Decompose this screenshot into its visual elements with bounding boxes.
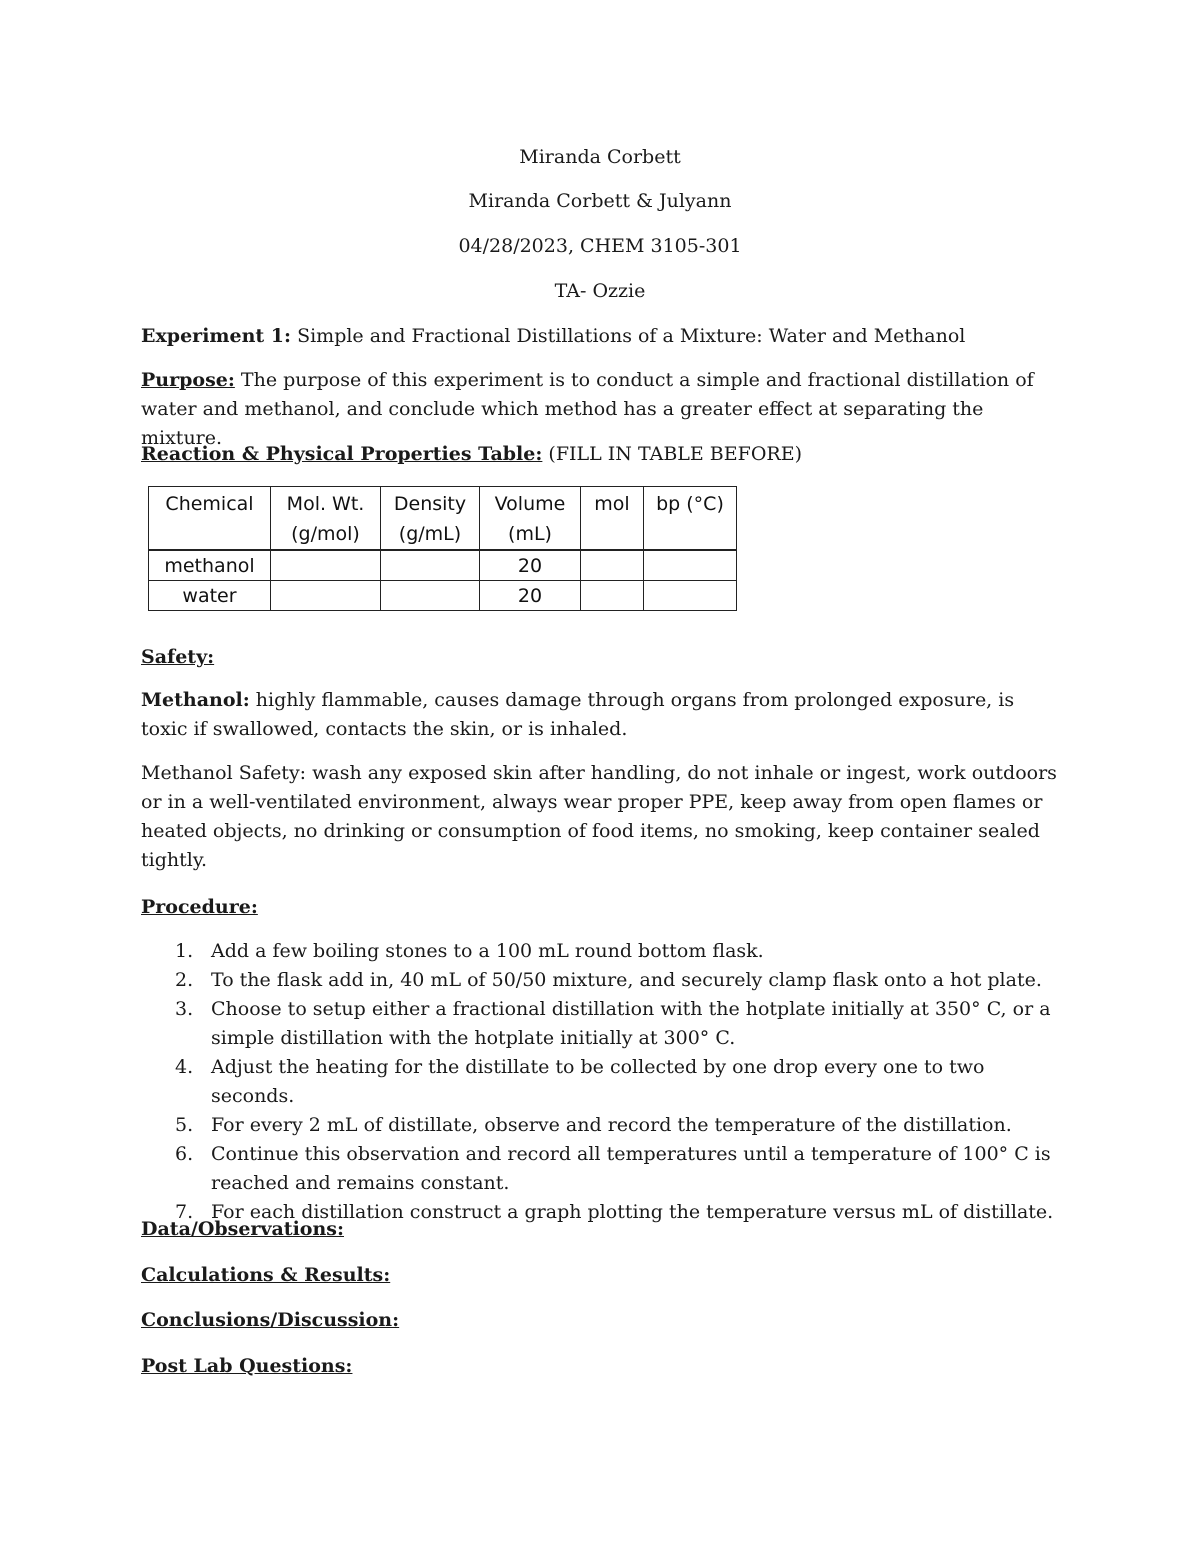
step-text: Choose to setup either a fractional distillation with the hotplate initially at 350° C, or a simple distillation with the hotplate initially at 300° C. (211, 998, 1051, 1049)
teaching-assistant: TA- Ozzie (554, 280, 646, 302)
calculations-heading: Calculations & Results: (141, 1264, 391, 1286)
safety-heading: Safety: (141, 646, 215, 668)
step-text: For every 2 mL of distillate, observe and record the temperature of the distillation. (211, 1114, 1012, 1136)
step-text: To the flask add in, 40 mL of 50/50 mixture, and securely clamp flask onto a hot plate. (211, 969, 1042, 991)
table-cell (581, 550, 644, 581)
table-cell: water (149, 581, 271, 611)
list-item: 4. Adjust the heating for the distillate to be collected by one drop every one to two seconds. (175, 1056, 985, 1107)
list-item: 7. For each distillation construct a graph plotting the temperature versus mL of distillate. (175, 1201, 1054, 1223)
purpose-text: The purpose of this experiment is to conduct a simple and fractional distillation of water and methanol, and conclude which method has a greater effect at separating the mixture. (141, 369, 1034, 449)
purpose-label: Purpose: (141, 369, 235, 391)
column-header: bp (°C) (644, 487, 737, 551)
list-item: 2. To the flask add in, 40 mL of 50/50 mixture, and securely clamp flask onto a hot plate. (175, 969, 1042, 991)
table-cell (381, 581, 480, 611)
methanol-label: Methanol: (141, 689, 250, 711)
table-header-row (149, 487, 737, 551)
properties-table (148, 486, 737, 611)
author-name: Miranda Corbett (519, 146, 681, 168)
step-text: For each distillation construct a graph plotting the temperature versus mL of distillate. (211, 1201, 1054, 1223)
column-header: Density (g/mL) (381, 487, 480, 551)
methanol-hazard-text: highly flammable, causes damage through organs from prolonged exposure, is toxic if swallowed, contacts the skin, or is inhaled. (141, 689, 1015, 740)
date-course: 04/28/2023, CHEM 3105-301 (458, 235, 742, 257)
properties-note: (FILL IN TABLE BEFORE) (542, 443, 802, 465)
methanol-hazards (141, 686, 1061, 744)
list-item: 6. Continue this observation and record all temperatures until a temperature of 100° C is reached and remains constant. (175, 1143, 1051, 1194)
table-cell (271, 581, 381, 611)
step-text: Add a few boiling stones to a 100 mL round bottom flask. (211, 940, 764, 962)
methanol-safety: Methanol Safety: wash any exposed skin after handling, do not inhale or ingest, work outdoors or in a well-ventilated environment, always wear proper PPE, keep away from open flames or heated objects, no drinking or consumption of food items, no smoking, keep container sealed tightly. (141, 762, 1057, 871)
list-item: 3. Choose to setup either a fractional distillation with the hotplate initially at 350° C, or a simple distillation with the hotplate initially at 300° C. (175, 998, 1051, 1049)
list-item: 5. For every 2 mL of distillate, observe and record the temperature of the distillation. (175, 1114, 1012, 1136)
step-text: Continue this observation and record all temperatures until a temperature of 100° C is reached and remains constant. (211, 1143, 1051, 1194)
table-cell (644, 550, 737, 581)
post-lab-heading: Post Lab Questions: (141, 1355, 353, 1377)
table-cell: 20 (480, 581, 581, 611)
conclusions-heading: Conclusions/Discussion: (141, 1309, 400, 1331)
data-observations-heading: Data/Observations: (141, 1218, 344, 1240)
experiment-text: Simple and Fractional Distillations of a Mixture: Water and Methanol (291, 325, 966, 347)
procedure-list (141, 937, 1071, 1227)
table-row (149, 581, 737, 611)
column-header: Volume (mL) (480, 487, 581, 551)
experiment-label: Experiment 1: (141, 325, 292, 347)
table-cell (581, 581, 644, 611)
table-row (149, 550, 737, 581)
properties-label: Reaction & Physical Properties Table: (141, 443, 543, 465)
procedure-heading: Procedure: (141, 896, 258, 918)
table-cell: 20 (480, 550, 581, 581)
table-cell: methanol (149, 550, 271, 581)
lab-partners: Miranda Corbett & Julyann (468, 190, 732, 212)
experiment-title (141, 322, 1061, 351)
table-cell (381, 550, 480, 581)
table-cell (644, 581, 737, 611)
column-header: Mol. Wt. (g/mol) (271, 487, 381, 551)
properties-heading (141, 440, 1061, 469)
step-text: Adjust the heating for the distillate to be collected by one drop every one to two seconds. (211, 1056, 985, 1107)
table-cell (271, 550, 381, 581)
column-header: Chemical (149, 487, 271, 551)
list-item: 1. Add a few boiling stones to a 100 mL round bottom flask. (175, 940, 764, 962)
column-header: mol (581, 487, 644, 551)
